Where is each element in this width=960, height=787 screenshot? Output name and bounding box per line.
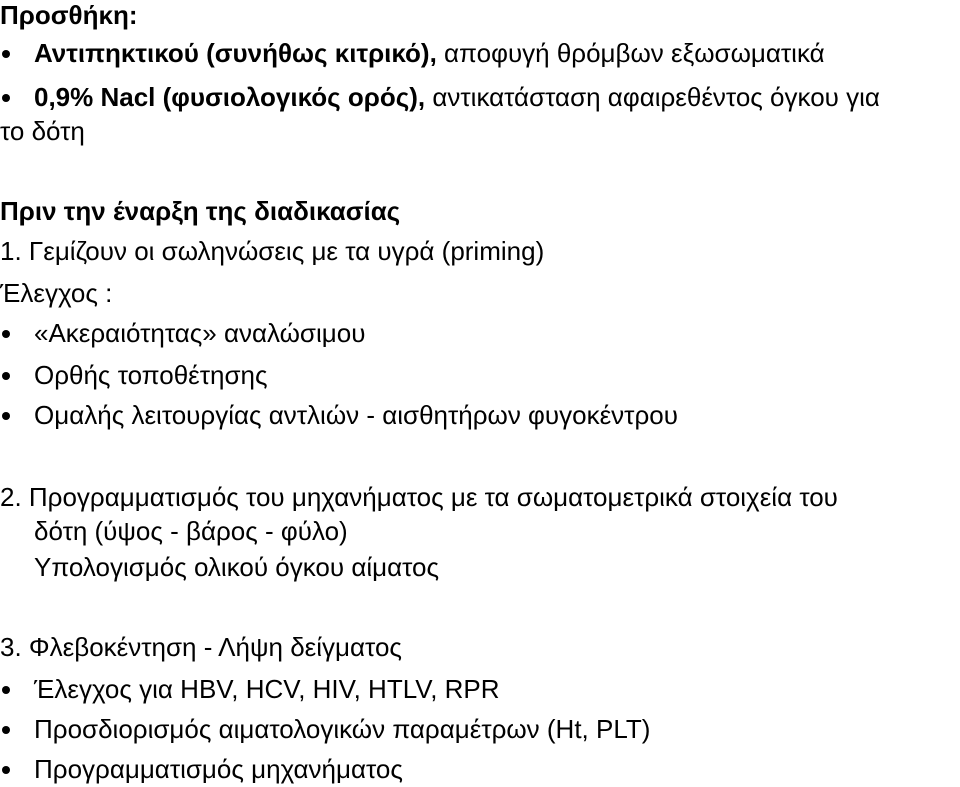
bullet-icon	[2, 686, 10, 694]
before-procedure-heading: Πριν την έναρξη της διαδικασίας	[0, 196, 401, 226]
step1-check-label: Έλεγχος :	[0, 278, 113, 308]
bullet-icon	[2, 412, 10, 420]
step1-text: 1. Γεμίζουν οι σωληνώσεις με τα υγρά (priming)	[0, 236, 545, 266]
step3-text: 3. Φλεβοκέντηση - Λήψη δείγματος	[0, 632, 402, 662]
bullet-icon	[2, 94, 10, 102]
bullet-icon	[2, 372, 10, 380]
addition-item-bold: 0,9% Nacl (φυσιολογικός ορός),	[34, 82, 426, 112]
bullet-icon	[2, 330, 10, 338]
bullet-icon	[2, 50, 10, 58]
addition-item-rest: αντικατάσταση αφαιρεθέντος όγκου για	[425, 82, 880, 112]
bullet-icon	[2, 726, 10, 734]
step2-line3: Υπολογισμός ολικού όγκου αίματος	[34, 552, 440, 582]
bullet-icon	[2, 766, 10, 774]
step2-line2: δότη (ύψος - βάρος - φύλο)	[34, 516, 348, 546]
addition-heading: Προσθήκη:	[0, 0, 138, 30]
addition-continuation: το δότη	[0, 116, 85, 146]
addition-item-bold: Αντιπηκτικού (συνήθως κιτρικό),	[34, 38, 437, 68]
step2-line1: 2. Προγραμματισμός του μηχανήματος με τα σωματομετρικά στοιχεία του	[0, 482, 838, 512]
addition-item-rest: αποφυγή θρόμβων εξωσωματικά	[436, 38, 825, 68]
